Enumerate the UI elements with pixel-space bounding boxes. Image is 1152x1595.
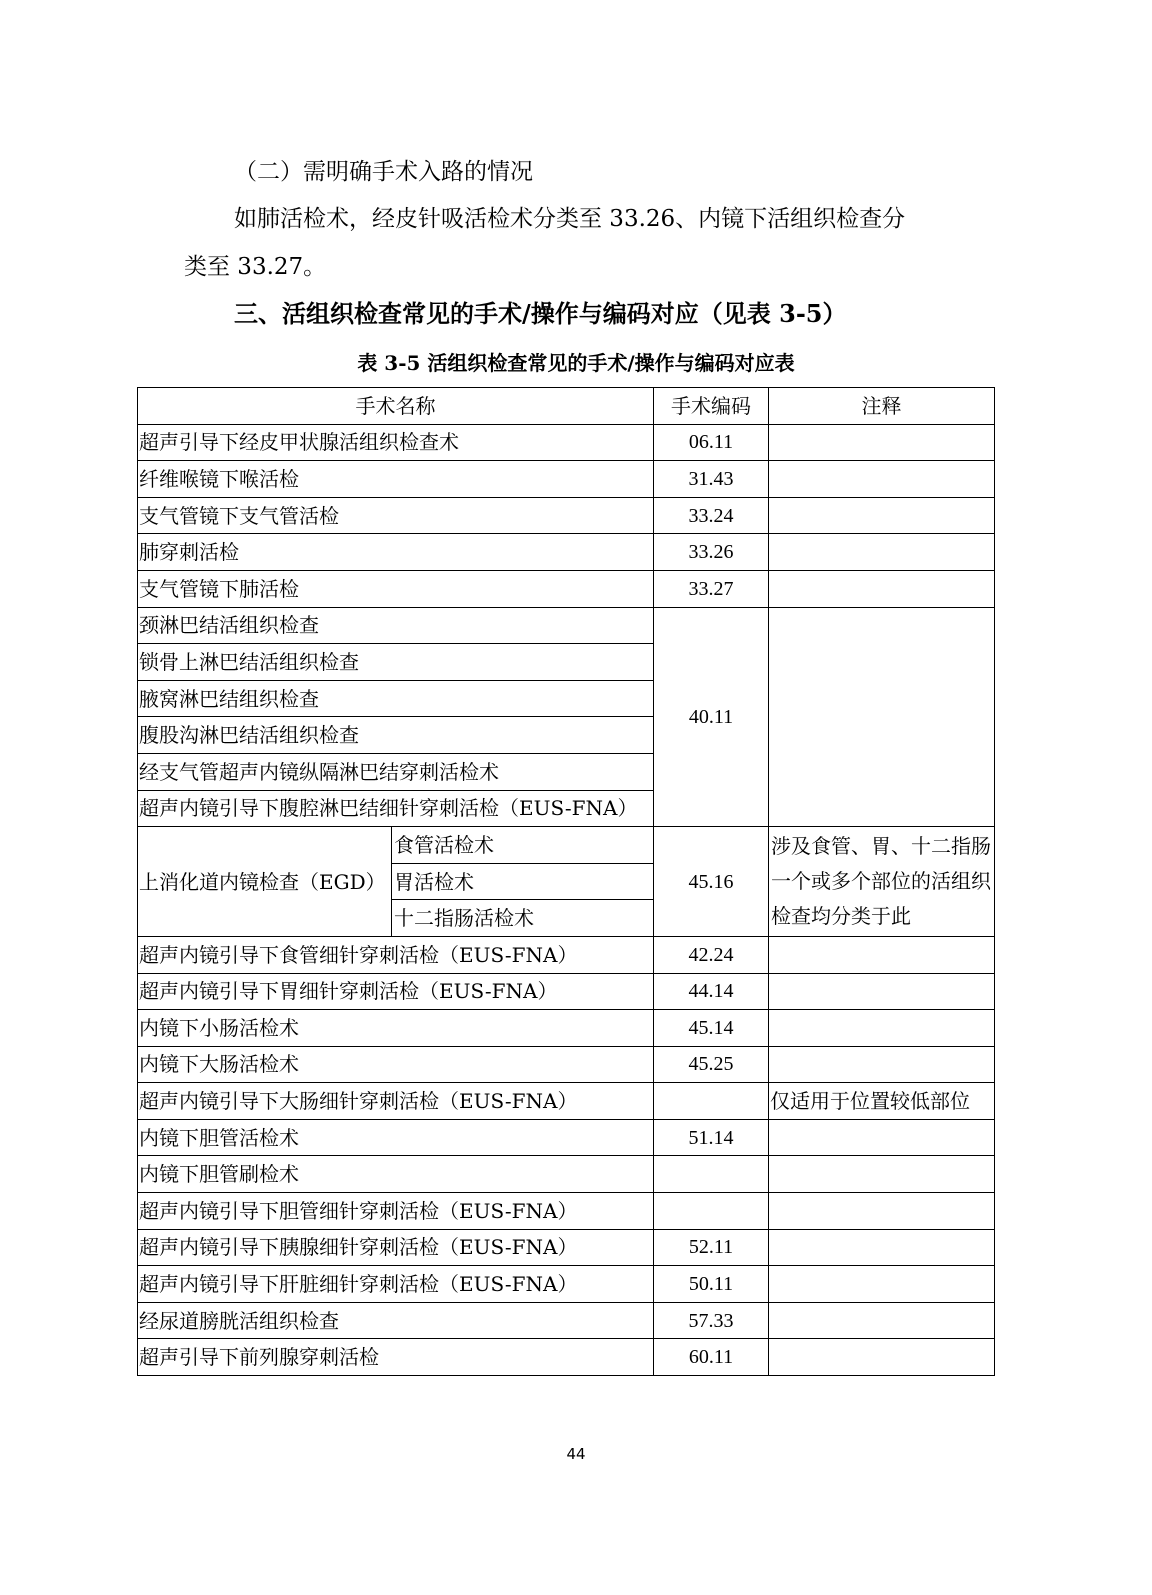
- procedure-name: 腋窝淋巴结组织检查: [138, 680, 654, 717]
- procedure-name: 锁骨上淋巴结活组织检查: [138, 644, 654, 681]
- table-row: [138, 1119, 995, 1156]
- procedure-code: 60.11: [654, 1339, 769, 1376]
- procedure-name: 内镜下大肠活检术: [138, 1046, 654, 1083]
- procedure-name: 内镜下小肠活检术: [138, 1010, 654, 1047]
- procedure-note: [769, 1156, 995, 1193]
- table-row: [138, 424, 995, 461]
- procedure-code: 40.11: [654, 607, 769, 827]
- procedure-note: [769, 973, 995, 1010]
- procedure-name: 腹股沟淋巴结活组织检查: [138, 717, 654, 754]
- procedure-code: 50.11: [654, 1266, 769, 1303]
- table-row: [138, 1156, 995, 1193]
- procedure-note: [769, 534, 995, 571]
- table-row: [138, 570, 995, 607]
- table-row: [138, 461, 995, 498]
- procedure-code: 45.14: [654, 1010, 769, 1047]
- procedure-code: 44.14: [654, 973, 769, 1010]
- procedure-note: [769, 607, 995, 827]
- procedure-code-table: [137, 387, 995, 1376]
- procedure-name: 经支气管超声内镜纵隔淋巴结穿刺活检术: [138, 753, 654, 790]
- procedure-name: 颈淋巴结活组织检查: [138, 607, 654, 644]
- table-row: [138, 936, 995, 973]
- procedure-note: [769, 1046, 995, 1083]
- procedure-code: 31.43: [654, 461, 769, 498]
- procedure-name: 超声引导下经皮甲状腺活组织检查术: [138, 424, 654, 461]
- procedure-code: 33.27: [654, 570, 769, 607]
- procedure-code: 06.11: [654, 424, 769, 461]
- procedure-code: 52.11: [654, 1229, 769, 1266]
- table-row: [138, 1193, 995, 1230]
- procedure-name: 超声内镜引导下腹腔淋巴结细针穿刺活检（EUS-FNA）: [138, 790, 654, 827]
- table-row: [138, 1046, 995, 1083]
- procedure-note: [769, 461, 995, 498]
- procedure-note: [769, 1193, 995, 1230]
- egd-sub-procedure: 食管活检术: [392, 827, 654, 864]
- procedure-note: [769, 1229, 995, 1266]
- header-procedure-code: 手术编码: [654, 388, 769, 425]
- procedure-name: 内镜下胆管刷检术: [138, 1156, 654, 1193]
- procedure-code: 33.24: [654, 497, 769, 534]
- sub-heading: （二）需明确手术入路的情况: [234, 159, 533, 185]
- table-row: [138, 1339, 995, 1376]
- table-row: [138, 1083, 995, 1120]
- procedure-name: 超声内镜引导下食管细针穿刺活检（EUS-FNA）: [138, 936, 654, 973]
- table-row: [138, 973, 995, 1010]
- procedure-note: [769, 1266, 995, 1303]
- egd-procedure-name: 上消化道内镜检查（EGD）: [138, 827, 392, 937]
- procedure-note: [769, 570, 995, 607]
- procedure-name: 超声内镜引导下胰腺细针穿刺活检（EUS-FNA）: [138, 1229, 654, 1266]
- procedure-name: 内镜下胆管活检术: [138, 1119, 654, 1156]
- egd-sub-procedure: 十二指肠活检术: [392, 900, 654, 937]
- procedure-code: 42.24: [654, 936, 769, 973]
- header-note: 注释: [769, 388, 995, 425]
- header-procedure-name: 手术名称: [138, 388, 654, 425]
- procedure-name: 超声内镜引导下大肠细针穿刺活检（EUS-FNA）: [138, 1083, 654, 1120]
- page-number: 44: [566, 1445, 586, 1463]
- procedure-note: 涉及食管、胃、十二指肠一个或多个部位的活组织检查均分类于此: [769, 827, 995, 937]
- table-row: [138, 1229, 995, 1266]
- procedure-name: 支气管镜下肺活检: [138, 570, 654, 607]
- procedure-note: [769, 1010, 995, 1047]
- procedure-code: 33.26: [654, 534, 769, 571]
- procedure-note: [769, 1302, 995, 1339]
- table-row: [138, 1010, 995, 1047]
- procedure-name: 超声引导下前列腺穿刺活检: [138, 1339, 654, 1376]
- procedure-name: 超声内镜引导下肝脏细针穿刺活检（EUS-FNA）: [138, 1266, 654, 1303]
- table-row: [138, 534, 995, 571]
- egd-sub-procedure: 胃活检术: [392, 863, 654, 900]
- paragraph-line-1: 如肺活检术，经皮针吸活检术分类至 33.26、内镜下活组织检查分: [234, 206, 906, 232]
- procedure-note: [769, 1119, 995, 1156]
- procedure-code: 57.33: [654, 1302, 769, 1339]
- table-row: [138, 607, 995, 644]
- procedure-code: [654, 1083, 769, 1120]
- table-row: [138, 497, 995, 534]
- procedure-name: 支气管镜下支气管活检: [138, 497, 654, 534]
- procedure-note: [769, 1339, 995, 1376]
- table-caption: 表 3-5 活组织检查常见的手术/操作与编码对应表: [357, 351, 795, 375]
- procedure-code: [654, 1156, 769, 1193]
- procedure-code: 45.16: [654, 827, 769, 937]
- procedure-note: [769, 424, 995, 461]
- table-row: [138, 827, 995, 864]
- procedure-name: 经尿道膀胱活组织检查: [138, 1302, 654, 1339]
- procedure-name: 超声内镜引导下胃细针穿刺活检（EUS-FNA）: [138, 973, 654, 1010]
- paragraph-line-2: 类至 33.27。: [184, 254, 327, 280]
- procedure-name: 纤维喉镜下喉活检: [138, 461, 654, 498]
- procedure-code: 45.25: [654, 1046, 769, 1083]
- table-row: [138, 1302, 995, 1339]
- procedure-code: 51.14: [654, 1119, 769, 1156]
- procedure-note: [769, 936, 995, 973]
- table-header-row: [138, 388, 995, 425]
- procedure-name: 超声内镜引导下胆管细针穿刺活检（EUS-FNA）: [138, 1193, 654, 1230]
- section-heading: 三、活组织检查常见的手术/操作与编码对应（见表 3-5）: [234, 299, 847, 328]
- table-row: [138, 1266, 995, 1303]
- procedure-code: [654, 1193, 769, 1230]
- procedure-note: 仅适用于位置较低部位: [769, 1083, 995, 1120]
- procedure-name: 肺穿刺活检: [138, 534, 654, 571]
- procedure-note: [769, 497, 995, 534]
